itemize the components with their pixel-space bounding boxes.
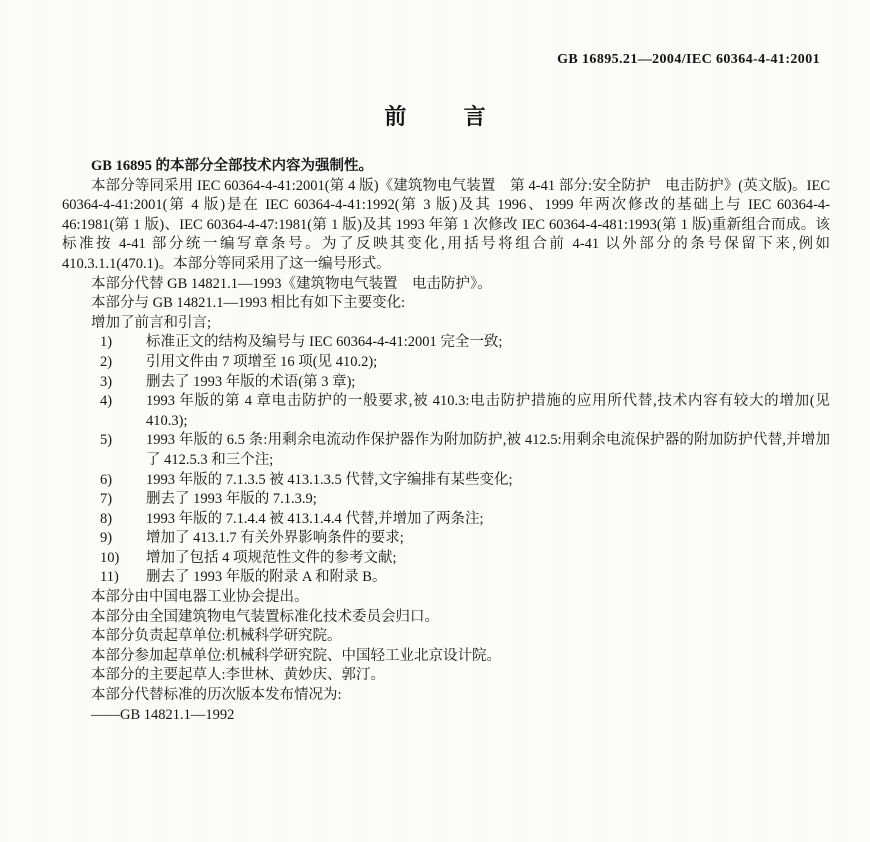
page-title: 前言 xyxy=(384,104,543,129)
change-item xyxy=(62,490,830,510)
paragraph-participating-orgs: 本部分参加起草单位:机械科学研究院、中国轻工业北京设计院。 xyxy=(91,647,502,664)
change-item xyxy=(62,392,830,431)
change-number: 7) xyxy=(100,491,113,508)
change-number: 3) xyxy=(100,373,113,390)
change-number: 11) xyxy=(100,569,119,586)
change-number: 10) xyxy=(100,549,120,566)
change-item xyxy=(62,568,830,588)
change-text: 标准正文的结构及编号与 IEC 60364-4-41:2001 完全一致; xyxy=(146,334,503,351)
paragraph-added-foreword: 增加了前言和引言; xyxy=(91,314,212,331)
mandatory-statement: GB 16895 的本部分全部技术内容为强制性。 xyxy=(91,158,373,174)
paragraph-drafting-org: 本部分负责起草单位:机械科学研究院。 xyxy=(91,628,342,645)
change-number: 5) xyxy=(100,432,113,449)
standard-code-header: GB 16895.21—2004/IEC 60364-4-41:2001 xyxy=(557,52,820,67)
change-item xyxy=(62,510,830,530)
change-text: 删去了 1993 年版的附录 A 和附录 B。 xyxy=(146,569,387,586)
change-number: 8) xyxy=(100,510,113,527)
change-number: 9) xyxy=(100,530,113,547)
change-item xyxy=(62,471,830,491)
change-text: 1993 年版的 7.1.4.4 被 413.1.4.4 代替,并增加了两条注; xyxy=(146,510,484,527)
paragraph-centralized-by: 本部分由全国建筑物电气装置标准化技术委员会归口。 xyxy=(91,608,439,625)
change-text: 1993 年版的 6.5 条:用剩余电流动作保护器作为附加防护,被 412.5:用剩余电流保护器的附加防护代替,并增加了 412.5.3 和三个注; xyxy=(146,432,830,468)
change-item xyxy=(62,549,830,569)
change-text: 1993 年版的第 4 章电击防护的一般要求,被 410.3:电击防护措施的应用所代替,技术内容有较大的增加(见 410.3); xyxy=(146,393,830,429)
change-text: 引用文件由 7 项增至 16 项(见 410.2); xyxy=(146,353,378,370)
change-number: 1) xyxy=(100,334,113,351)
change-text: 1993 年版的 7.1.3.5 被 413.1.3.5 代替,文字编排有某些变化; xyxy=(146,471,513,488)
change-item xyxy=(62,333,830,353)
paragraph-proposed-by: 本部分由中国电器工业协会提出。 xyxy=(91,589,309,606)
change-text: 增加了包括 4 项规范性文件的参考文献; xyxy=(146,549,397,566)
change-item xyxy=(62,353,830,373)
changes-list xyxy=(62,333,830,588)
change-item xyxy=(62,529,830,549)
paragraph-drafters: 本部分的主要起草人:李世林、黄妙庆、郭汀。 xyxy=(91,667,386,684)
change-text: 删去了 1993 年版的 7.1.3.9; xyxy=(146,491,317,508)
foreword-content xyxy=(62,157,830,725)
change-number: 6) xyxy=(100,471,113,488)
change-item xyxy=(62,431,830,470)
change-text: 增加了 413.1.7 有关外界影响条件的要求; xyxy=(146,530,404,547)
change-item xyxy=(62,373,830,393)
paragraph-comparison: 本部分与 GB 14821.1—1993 相比有如下主要变化: xyxy=(91,295,406,312)
change-text: 删去了 1993 年版的术语(第 3 章); xyxy=(146,373,356,390)
paragraph-history-intro: 本部分代替标准的历次版本发布情况为: xyxy=(91,687,342,704)
history-edition-item: ——GB 14821.1—1992 xyxy=(91,706,235,723)
paragraph-replaces: 本部分代替 GB 14821.1—1993《建筑物电气装置 电击防护》。 xyxy=(91,275,492,292)
change-number: 4) xyxy=(100,393,113,410)
change-number: 2) xyxy=(100,353,113,370)
paragraph-equivalent-adoption: 本部分等同采用 IEC 60364-4-41:2001(第 4 版)《建筑物电气装置 第 4-41 部分:安全防护 电击防护》(英文版)。IEC 60364-4-41:2001(第 4 版)是在 IEC 60364-4-41:1992(第 3 版)及其 1996、1999 年两次修改的基础上与 IEC 60364-4-46:1981(第 1 版)、IEC 60364-4-47:1981(第 1 版)及其 1993 年第 1 次修改 IEC 60364-4-481:1993(第 1 版)重新组合而成。该标准按 4-41 部分统一编写章条号。为了反映其变化,用括号将组合前 4-41 以外部分的条号保留下来,例如 410.3.1.1(470.1)。本部分等同采用了这一编号形式。 xyxy=(62,177,830,272)
